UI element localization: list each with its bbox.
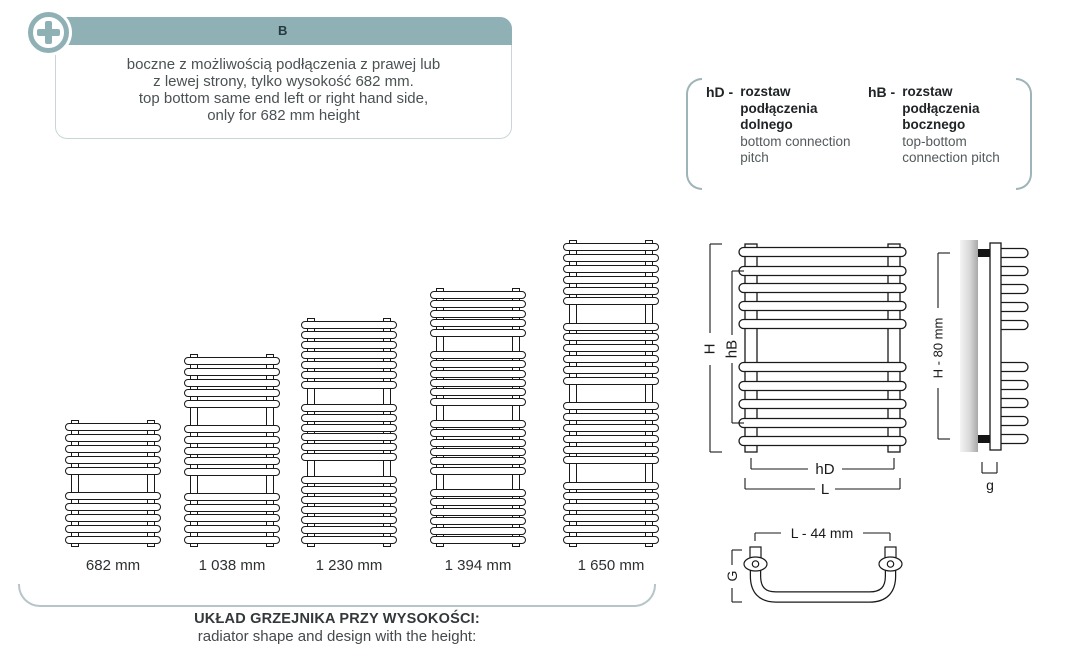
radiator-tube xyxy=(301,496,397,504)
radiator-tube xyxy=(563,503,659,511)
definition-hB xyxy=(868,84,1000,167)
radiator-tube xyxy=(563,333,659,341)
radiator-tube xyxy=(430,498,526,506)
radiator-tube xyxy=(301,433,397,441)
radiator-tube xyxy=(563,482,659,490)
radiator-tube xyxy=(301,371,397,379)
radiator-tube xyxy=(184,504,280,512)
radiator-tube xyxy=(65,514,161,522)
radiator-tube xyxy=(430,489,526,497)
radiator-tube xyxy=(65,423,161,431)
definition-hB-en: top-bottom xyxy=(902,133,967,149)
definition-hD-pl: rozstaw xyxy=(740,84,791,99)
radiator-tube xyxy=(739,382,906,391)
radiator-tube xyxy=(65,536,161,544)
radiator-tube xyxy=(739,320,906,329)
radiator-tube xyxy=(184,468,280,476)
radiator-tube xyxy=(739,363,906,372)
definition-hD-en: bottom connection xyxy=(740,133,851,149)
radiator-tube xyxy=(563,514,659,522)
radiator-1038 xyxy=(184,354,280,547)
radiator-tube xyxy=(301,414,397,422)
radiator-tube xyxy=(430,300,526,308)
radiator-tube xyxy=(430,329,526,337)
radiator-tube xyxy=(184,514,280,522)
radiator-tube xyxy=(65,503,161,511)
radiator-tube xyxy=(563,446,659,454)
radiator-tube xyxy=(563,276,659,284)
radiator-tube xyxy=(184,379,280,387)
radiator-tube xyxy=(430,508,526,516)
radiator-tube xyxy=(563,355,659,363)
definition-hD-term: hD - xyxy=(706,84,734,100)
radiator-tube xyxy=(739,284,906,293)
definition-hB-pl: podłączenia xyxy=(902,100,980,116)
radiator-tube xyxy=(430,351,526,359)
radiator-tube xyxy=(563,402,659,410)
radiator-tube xyxy=(739,248,906,257)
radiator-tube xyxy=(184,536,280,544)
radiator-tube xyxy=(301,381,397,389)
radiator-tube xyxy=(301,486,397,494)
definition-hB-term: hB - xyxy=(868,84,896,100)
radiator-tube xyxy=(430,536,526,544)
right-parenthesis-decoration xyxy=(1016,78,1032,190)
radiator-tube xyxy=(430,291,526,299)
radiator-tube xyxy=(184,447,280,455)
radiator-tube xyxy=(563,287,659,295)
note-callout xyxy=(55,17,512,139)
radiator-682 xyxy=(65,420,161,547)
radiator-tube xyxy=(184,457,280,465)
radiator-tube xyxy=(65,434,161,442)
front-view-dimension-diagram xyxy=(695,236,910,504)
caption xyxy=(18,611,656,645)
radiator-tube xyxy=(301,536,397,544)
radiator-tube xyxy=(301,361,397,369)
radiator-tube xyxy=(430,448,526,456)
dim-label-G: G xyxy=(724,570,740,582)
radiator-tube xyxy=(430,517,526,525)
radiator-height-label: 682 mm xyxy=(85,557,141,574)
dim-label-H80: H - 80 mm xyxy=(930,317,946,379)
radiator-tube xyxy=(563,377,659,385)
wall-bracket-top xyxy=(978,249,990,257)
note-line: boczne z możliwością podłączenia z prawej lub xyxy=(126,56,441,73)
radiator-tube xyxy=(430,379,526,387)
radiator-tube xyxy=(430,439,526,447)
radiator-1650 xyxy=(563,240,659,547)
radiator-tube xyxy=(65,467,161,475)
radiator-tube xyxy=(739,437,906,446)
radiator-tube xyxy=(301,443,397,451)
radiator-tube xyxy=(430,398,526,406)
radiator-tube xyxy=(563,265,659,273)
radiator-tube xyxy=(430,527,526,535)
radiator-tube xyxy=(430,420,526,428)
radiator-tube xyxy=(563,456,659,464)
radiator-tube xyxy=(301,516,397,524)
caption-pl: UKŁAD GRZEJNIKA PRZY WYSOKOŚCI: xyxy=(194,611,480,627)
left-parenthesis-decoration xyxy=(686,78,702,190)
radiator-tube xyxy=(430,429,526,437)
radiator-tube xyxy=(739,267,906,276)
radiator-tube xyxy=(184,357,280,365)
radiator-tube xyxy=(301,351,397,359)
radiator-tube xyxy=(739,400,906,409)
radiator-tube xyxy=(301,526,397,534)
radiator-tube xyxy=(430,467,526,475)
radiator-tube xyxy=(184,436,280,444)
dim-label-hB: hB xyxy=(723,339,741,359)
radiator-1230 xyxy=(301,318,397,547)
side-view-dimension-diagram xyxy=(920,236,1045,506)
plus-icon xyxy=(28,12,69,53)
radiator-height-label: 1 230 mm xyxy=(315,557,383,574)
radiator-tube xyxy=(563,492,659,500)
radiator-tube xyxy=(184,493,280,501)
radiator-tube xyxy=(301,404,397,412)
caption-en: radiator shape and design with the height: xyxy=(197,628,477,645)
dim-label-g: g xyxy=(986,477,994,493)
radiator-tube xyxy=(563,424,659,432)
tube-top-view-diagram xyxy=(715,520,910,615)
radiator-tube xyxy=(184,389,280,397)
radiator-tube xyxy=(301,424,397,432)
radiator-height-label: 1 650 mm xyxy=(577,557,645,574)
radiator-tube xyxy=(184,400,280,408)
radiator-tube xyxy=(563,344,659,352)
radiator-tube xyxy=(563,243,659,251)
definition-hD-en: pitch xyxy=(740,150,769,165)
radiator-tube xyxy=(301,453,397,461)
radiator-tube xyxy=(301,321,397,329)
radiator-tube xyxy=(563,536,659,544)
radiator-tube xyxy=(301,476,397,484)
wall xyxy=(960,240,978,452)
radiator-tube xyxy=(65,456,161,464)
radiator-tube xyxy=(430,319,526,327)
dim-label-L44: L - 44 mm xyxy=(790,525,854,541)
radiator-tube xyxy=(563,297,659,305)
radiator-tube xyxy=(563,254,659,262)
note-body xyxy=(56,56,511,124)
radiator-height-label: 1 038 mm xyxy=(198,557,266,574)
radiator-tube xyxy=(563,525,659,533)
radiator-tube xyxy=(65,445,161,453)
radiator-tube xyxy=(184,525,280,533)
note-header-bar xyxy=(55,17,512,45)
radiator-tube xyxy=(739,302,906,311)
radiator-tube xyxy=(430,388,526,396)
radiator-tube xyxy=(563,413,659,421)
dim-label-L: L xyxy=(820,481,830,498)
radiator-tube xyxy=(739,419,906,428)
radiator-tube xyxy=(430,370,526,378)
note-line: only for 682 mm height xyxy=(207,107,360,124)
radiator-tube xyxy=(563,435,659,443)
radiator-tube xyxy=(301,331,397,339)
wall-bracket-bottom xyxy=(978,435,990,443)
radiator-tube xyxy=(563,366,659,374)
radiator-1394 xyxy=(430,288,526,547)
radiator-tube xyxy=(430,457,526,465)
definition-hB-en: connection pitch xyxy=(902,150,1000,165)
radiator-tube xyxy=(563,323,659,331)
caption-bracket xyxy=(18,584,656,607)
radiator-tube xyxy=(301,506,397,514)
radiator-tube xyxy=(430,360,526,368)
radiator-tube xyxy=(184,368,280,376)
note-line: z lewej strony, tylko wysokość 682 mm. xyxy=(153,73,414,90)
definition-hB-pl: bocznego xyxy=(902,117,966,132)
radiator-tube xyxy=(65,492,161,500)
radiator-tube xyxy=(430,310,526,318)
note-line: top bottom same end left or right hand side, xyxy=(138,90,429,107)
definition-hD-pl: dolnego xyxy=(740,117,793,132)
definition-hD-pl: podłączenia xyxy=(740,100,818,116)
radiator-tube xyxy=(65,525,161,533)
radiator-tube xyxy=(301,341,397,349)
radiator-tube xyxy=(184,425,280,433)
note-header-label: B xyxy=(278,23,288,38)
definition-hD xyxy=(706,84,851,167)
dim-label-hD: hD xyxy=(815,461,835,478)
radiator-height-label: 1 394 mm xyxy=(444,557,512,574)
definition-hB-pl: rozstaw xyxy=(902,84,953,99)
dim-label-H: H xyxy=(701,343,719,355)
